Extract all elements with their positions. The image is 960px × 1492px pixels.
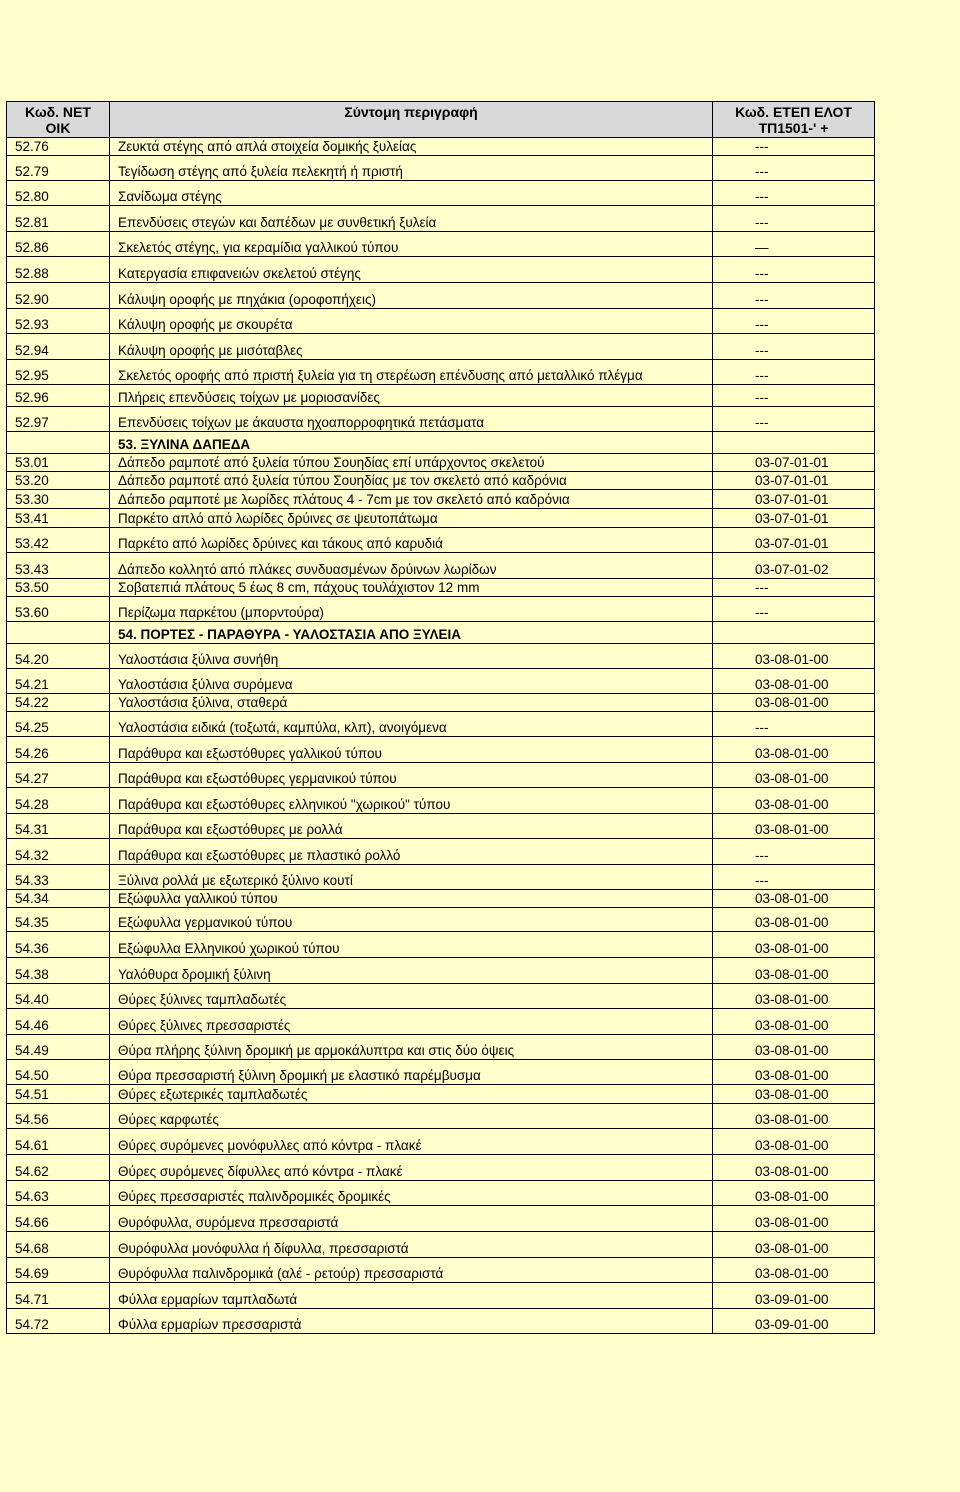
row-etep-code-cell: 03-08-01-00 (713, 737, 875, 763)
row-etep-code-cell: --- (713, 283, 875, 309)
row-etep-code-cell: 03-08-01-00 (713, 1129, 875, 1155)
row-description-cell: Θύρες συρόμενες μονόφυλλες από κόντρα - πλακέ (110, 1129, 713, 1155)
header-etep-code-line2: ΤΠ1501-' + (758, 120, 829, 136)
table-row (7, 1232, 875, 1258)
row-etep-code-cell: 03-08-01-00 (713, 890, 875, 908)
table-row (7, 360, 875, 385)
row-etep-code-cell: 03-07-01-01 (713, 454, 875, 472)
row-code-cell (7, 432, 110, 454)
row-code-cell: 53.01 (7, 454, 110, 472)
section-row (7, 622, 875, 644)
row-etep-code-cell: --- (713, 181, 875, 206)
row-etep-code-cell: 03-07-01-01 (713, 490, 875, 509)
row-code-cell: 52.97 (7, 407, 110, 432)
table-row (7, 1060, 875, 1085)
row-code-cell: 54.40 (7, 984, 110, 1009)
row-code-cell: 54.51 (7, 1085, 110, 1104)
table-row (7, 865, 875, 890)
row-etep-code-cell: --- (713, 712, 875, 737)
table-row (7, 1009, 875, 1035)
row-description-cell: Θύρες ξύλινες πρεσσαριστές (110, 1009, 713, 1035)
row-description-cell: Θύρα πλήρης ξύλινη δρομική με αρμοκάλυπτρα και στις δύο όψεις (110, 1035, 713, 1060)
row-description-cell: Παράθυρα και εξωστόθυρες με πλαστικό ρολλό (110, 839, 713, 865)
row-description-cell: Υαλοστάσια ξύλινα συρόμενα (110, 669, 713, 694)
row-code-cell: 54.28 (7, 788, 110, 814)
row-etep-code-cell: --- (713, 839, 875, 865)
row-code-cell: 54.66 (7, 1206, 110, 1232)
row-etep-code-cell: 03-08-01-00 (713, 694, 875, 712)
row-code-cell: 54.34 (7, 890, 110, 908)
row-description-cell: Πλήρεις επενδύσεις τοίχων με μοριοσανίδες (110, 385, 713, 407)
row-code-cell: 52.90 (7, 283, 110, 309)
row-etep-code-cell: 03-08-01-00 (713, 1258, 875, 1283)
row-description-cell: Παράθυρα και εξωστόθυρες με ρολλά (110, 814, 713, 839)
row-description-cell: Υαλοστάσια ξύλινα, σταθερά (110, 694, 713, 712)
table-row (7, 763, 875, 788)
row-description-cell: Κατεργασία επιφανειών σκελετού στέγης (110, 257, 713, 283)
row-description-cell: Κάλυψη οροφής με πηχάκια (οροφοπήχεις) (110, 283, 713, 309)
row-description-cell: Υαλοστάσια ειδικά (τοξωτά, καμπύλα, κλπ), ανοιγόμενα (110, 712, 713, 737)
row-etep-code-cell: 03-09-01-00 (713, 1283, 875, 1309)
row-code-cell: 54.62 (7, 1155, 110, 1181)
row-description-cell: Κάλυψη οροφής με μισόταβλες (110, 334, 713, 360)
row-description-cell: Θύρα πρεσσαριστή ξύλινη δρομική με ελαστικό παρέμβυσμα (110, 1060, 713, 1085)
row-code-cell: 52.80 (7, 181, 110, 206)
row-description-cell: Θυρόφυλλα παλινδρομικά (αλέ - ρετούρ) πρεσσαριστά (110, 1258, 713, 1283)
header-description: Σύντομη περιγραφή (110, 102, 713, 138)
row-description-cell: Υαλόθυρα δρομική ξύλινη (110, 958, 713, 984)
row-description-cell: Επενδύσεις τοίχων με άκαυστα ηχοαπορροφητικά πετάσματα (110, 407, 713, 432)
row-code-cell: 54.38 (7, 958, 110, 984)
header-etep-code (713, 102, 875, 138)
table-row (7, 932, 875, 958)
row-code-cell: 54.20 (7, 644, 110, 669)
row-description-cell: Δάπεδο κολλητό από πλάκες συνδυασμένων δρύινων λωρίδων (110, 553, 713, 579)
row-description-cell: Υαλοστάσια ξύλινα συνήθη (110, 644, 713, 669)
row-code-cell: 52.95 (7, 360, 110, 385)
header-net-code-line2: ΟΙΚ (45, 120, 71, 136)
row-etep-code-cell: 03-07-01-01 (713, 528, 875, 553)
row-code-cell: 54.72 (7, 1309, 110, 1334)
row-code-cell: 52.76 (7, 138, 110, 156)
row-etep-code-cell: 03-08-01-00 (713, 1181, 875, 1206)
table-row (7, 694, 875, 712)
table-row (7, 814, 875, 839)
row-code-cell: 54.25 (7, 712, 110, 737)
row-description-cell: Παράθυρα και εξωστόθυρες γερμανικού τύπου (110, 763, 713, 788)
row-code-cell: 54.27 (7, 763, 110, 788)
row-code-cell (7, 622, 110, 644)
row-etep-code-cell: — (713, 232, 875, 257)
row-description-cell: Θύρες καρφωτές (110, 1104, 713, 1129)
row-etep-code-cell: 03-08-01-00 (713, 908, 875, 932)
header-net-code (7, 102, 110, 138)
row-code-cell: 53.41 (7, 509, 110, 528)
row-code-cell: 53.50 (7, 579, 110, 597)
table-row (7, 553, 875, 579)
row-etep-code-cell: --- (713, 257, 875, 283)
table-row (7, 490, 875, 509)
row-etep-code-cell: 03-07-01-01 (713, 509, 875, 528)
table-row (7, 309, 875, 334)
table-row (7, 1155, 875, 1181)
table-row (7, 1129, 875, 1155)
row-description-cell: Εξώφυλλα γαλλικού τύπου (110, 890, 713, 908)
header-net-code-line1: Κωδ. ΝΕΤ (25, 104, 91, 120)
table-row (7, 597, 875, 622)
table-row (7, 788, 875, 814)
row-etep-code-cell: 03-08-01-00 (713, 763, 875, 788)
row-code-cell: 52.88 (7, 257, 110, 283)
row-etep-code-cell: 03-08-01-00 (713, 1206, 875, 1232)
row-code-cell: 54.26 (7, 737, 110, 763)
row-description-cell: Παρκέτο απλό από λωρίδες δρύινες σε ψευτοπάτωμα (110, 509, 713, 528)
row-code-cell: 54.31 (7, 814, 110, 839)
row-etep-code-cell: --- (713, 138, 875, 156)
row-etep-code-cell: 03-08-01-00 (713, 984, 875, 1009)
table-row (7, 1085, 875, 1104)
table-row (7, 1309, 875, 1334)
row-etep-code-cell: --- (713, 865, 875, 890)
row-description-cell: Παράθυρα και εξωστόθυρες ελληνικού "χωρικού" τύπου (110, 788, 713, 814)
table-row (7, 839, 875, 865)
row-code-cell: 54.49 (7, 1035, 110, 1060)
row-description-cell: Θύρες ξύλινες ταμπλαδωτές (110, 984, 713, 1009)
table-row (7, 283, 875, 309)
row-code-cell: 54.50 (7, 1060, 110, 1085)
row-description-cell: Εξώφυλλα γερμανικού τύπου (110, 908, 713, 932)
row-code-cell: 53.30 (7, 490, 110, 509)
row-etep-code-cell: --- (713, 309, 875, 334)
row-etep-code-cell: --- (713, 385, 875, 407)
table-row (7, 712, 875, 737)
row-code-cell: 52.81 (7, 206, 110, 232)
row-description-cell: Ζευκτά στέγης από απλά στοιχεία δομικής ξυλείας (110, 138, 713, 156)
row-code-cell: 54.21 (7, 669, 110, 694)
table-row (7, 1283, 875, 1309)
row-etep-code-cell: --- (713, 360, 875, 385)
row-description-cell: Φύλλα ερμαρίων πρεσσαριστά (110, 1309, 713, 1334)
section-title-cell: 54. ΠΟΡΤΕΣ - ΠΑΡΑΘΥΡΑ - ΥΑΛΟΣΤΑΣΙΑ ΑΠΟ ΞΥΛΕΙΑ (110, 622, 713, 644)
table-row (7, 908, 875, 932)
table-row (7, 737, 875, 763)
table-row (7, 181, 875, 206)
table-row (7, 579, 875, 597)
price-code-table (6, 101, 875, 1334)
row-etep-code-cell: --- (713, 156, 875, 181)
row-description-cell: Σκελετός στέγης, για κεραμίδια γαλλικού τύπου (110, 232, 713, 257)
row-code-cell: 54.63 (7, 1181, 110, 1206)
table-row (7, 138, 875, 156)
row-etep-code-cell: 03-09-01-00 (713, 1309, 875, 1334)
row-description-cell: Παρκέτο από λωρίδες δρύινες και τάκους από καρυδιά (110, 528, 713, 553)
row-description-cell: Εξώφυλλα Ελληνικού χωρικού τύπου (110, 932, 713, 958)
row-description-cell: Επενδύσεις στεγών και δαπέδων με συνθετική ξυλεία (110, 206, 713, 232)
row-description-cell: Τεγίδωση στέγης από ξυλεία πελεκητή ή πριστή (110, 156, 713, 181)
table-row (7, 232, 875, 257)
table-row (7, 984, 875, 1009)
row-etep-code-cell: 03-08-01-00 (713, 814, 875, 839)
table-row (7, 958, 875, 984)
table-row (7, 257, 875, 283)
row-code-cell: 53.20 (7, 472, 110, 490)
row-etep-code-cell: --- (713, 206, 875, 232)
row-description-cell: Φύλλα ερμαρίων ταμπλαδωτά (110, 1283, 713, 1309)
table-row (7, 1035, 875, 1060)
table-row (7, 206, 875, 232)
row-description-cell: Δάπεδο ραμποτέ από ξυλεία τύπου Σουηδίας με τον σκελετό από καδρόνια (110, 472, 713, 490)
row-etep-code-cell: 03-08-01-00 (713, 1009, 875, 1035)
row-etep-code-cell: --- (713, 334, 875, 360)
row-code-cell: 54.46 (7, 1009, 110, 1035)
row-description-cell: Θυρόφυλλα, συρόμενα πρεσσαριστά (110, 1206, 713, 1232)
row-description-cell: Θύρες εξωτερικές ταμπλαδωτές (110, 1085, 713, 1104)
row-code-cell: 54.36 (7, 932, 110, 958)
row-description-cell: Κάλυψη οροφής με σκουρέτα (110, 309, 713, 334)
table-row (7, 454, 875, 472)
row-etep-code-cell: --- (713, 579, 875, 597)
row-description-cell: Θυρόφυλλα μονόφυλλα ή δίφυλλα, πρεσσαριστά (110, 1232, 713, 1258)
row-code-cell: 54.35 (7, 908, 110, 932)
row-etep-code-cell: 03-08-01-00 (713, 669, 875, 694)
table-row (7, 890, 875, 908)
row-code-cell: 53.60 (7, 597, 110, 622)
row-description-cell: Σανίδωμα στέγης (110, 181, 713, 206)
row-etep-code-cell: 03-08-01-00 (713, 1060, 875, 1085)
row-etep-code-cell: 03-08-01-00 (713, 932, 875, 958)
row-code-cell: 54.56 (7, 1104, 110, 1129)
row-description-cell: Περίζωμα παρκέτου (μπορντούρα) (110, 597, 713, 622)
row-code-cell: 53.42 (7, 528, 110, 553)
row-etep-code-cell: 03-08-01-00 (713, 958, 875, 984)
row-code-cell: 52.86 (7, 232, 110, 257)
row-etep-code-cell: --- (713, 597, 875, 622)
row-code-cell: 54.22 (7, 694, 110, 712)
section-title-cell: 53. ΞΥΛΙΝΑ ΔΑΠΕΔΑ (110, 432, 713, 454)
table-row (7, 669, 875, 694)
row-description-cell: Θύρες συρόμενες δίφυλλες από κόντρα - πλακέ (110, 1155, 713, 1181)
table-row (7, 385, 875, 407)
row-etep-code-cell: 03-08-01-00 (713, 1085, 875, 1104)
row-etep-code-cell: --- (713, 407, 875, 432)
row-etep-code-cell: 03-08-01-00 (713, 644, 875, 669)
table-header-row (7, 102, 875, 138)
table-row (7, 1258, 875, 1283)
row-description-cell: Σκελετός οροφής από πριστή ξυλεία για τη στερέωση επένδυσης από μεταλλικό πλέγμα (110, 360, 713, 385)
section-row (7, 432, 875, 454)
header-etep-code-line1: Κωδ. ΕΤΕΠ ΕΛΟΤ (735, 104, 852, 120)
row-code-cell: 52.79 (7, 156, 110, 181)
row-description-cell: Σοβατεπιά πλάτους 5 έως 8 cm, πάχους τουλάχιστον 12 mm (110, 579, 713, 597)
row-etep-code-cell (713, 622, 875, 644)
row-description-cell: Θύρες πρεσσαριστές παλινδρομικές δρομικές (110, 1181, 713, 1206)
row-code-cell: 53.43 (7, 553, 110, 579)
table-row (7, 1181, 875, 1206)
row-description-cell: Δάπεδο ραμποτέ από ξυλεία τύπου Σουηδίας επί υπάρχοντος σκελετού (110, 454, 713, 472)
row-etep-code-cell: 03-08-01-00 (713, 1104, 875, 1129)
row-etep-code-cell (713, 432, 875, 454)
row-code-cell: 52.96 (7, 385, 110, 407)
table-row (7, 1104, 875, 1129)
table-row (7, 509, 875, 528)
row-code-cell: 54.32 (7, 839, 110, 865)
row-etep-code-cell: 03-08-01-00 (713, 788, 875, 814)
row-code-cell: 54.71 (7, 1283, 110, 1309)
row-etep-code-cell: 03-08-01-00 (713, 1155, 875, 1181)
row-code-cell: 52.93 (7, 309, 110, 334)
row-description-cell: Παράθυρα και εξωστόθυρες γαλλικού τύπου (110, 737, 713, 763)
table-row (7, 472, 875, 490)
row-code-cell: 54.68 (7, 1232, 110, 1258)
row-code-cell: 54.61 (7, 1129, 110, 1155)
row-description-cell: Δάπεδο ραμποτέ με λωρίδες πλάτους 4 - 7cm με τον σκελετό από καδρόνια (110, 490, 713, 509)
table-row (7, 407, 875, 432)
row-etep-code-cell: 03-08-01-00 (713, 1232, 875, 1258)
row-description-cell: Ξύλινα ρολλά με εξωτερικό ξύλινο κουτί (110, 865, 713, 890)
table-row (7, 644, 875, 669)
table-row (7, 334, 875, 360)
row-etep-code-cell: 03-07-01-01 (713, 472, 875, 490)
row-etep-code-cell: 03-07-01-02 (713, 553, 875, 579)
row-etep-code-cell: 03-08-01-00 (713, 1035, 875, 1060)
table-row (7, 528, 875, 553)
row-code-cell: 54.69 (7, 1258, 110, 1283)
table-row (7, 156, 875, 181)
row-code-cell: 52.94 (7, 334, 110, 360)
row-code-cell: 54.33 (7, 865, 110, 890)
table-row (7, 1206, 875, 1232)
